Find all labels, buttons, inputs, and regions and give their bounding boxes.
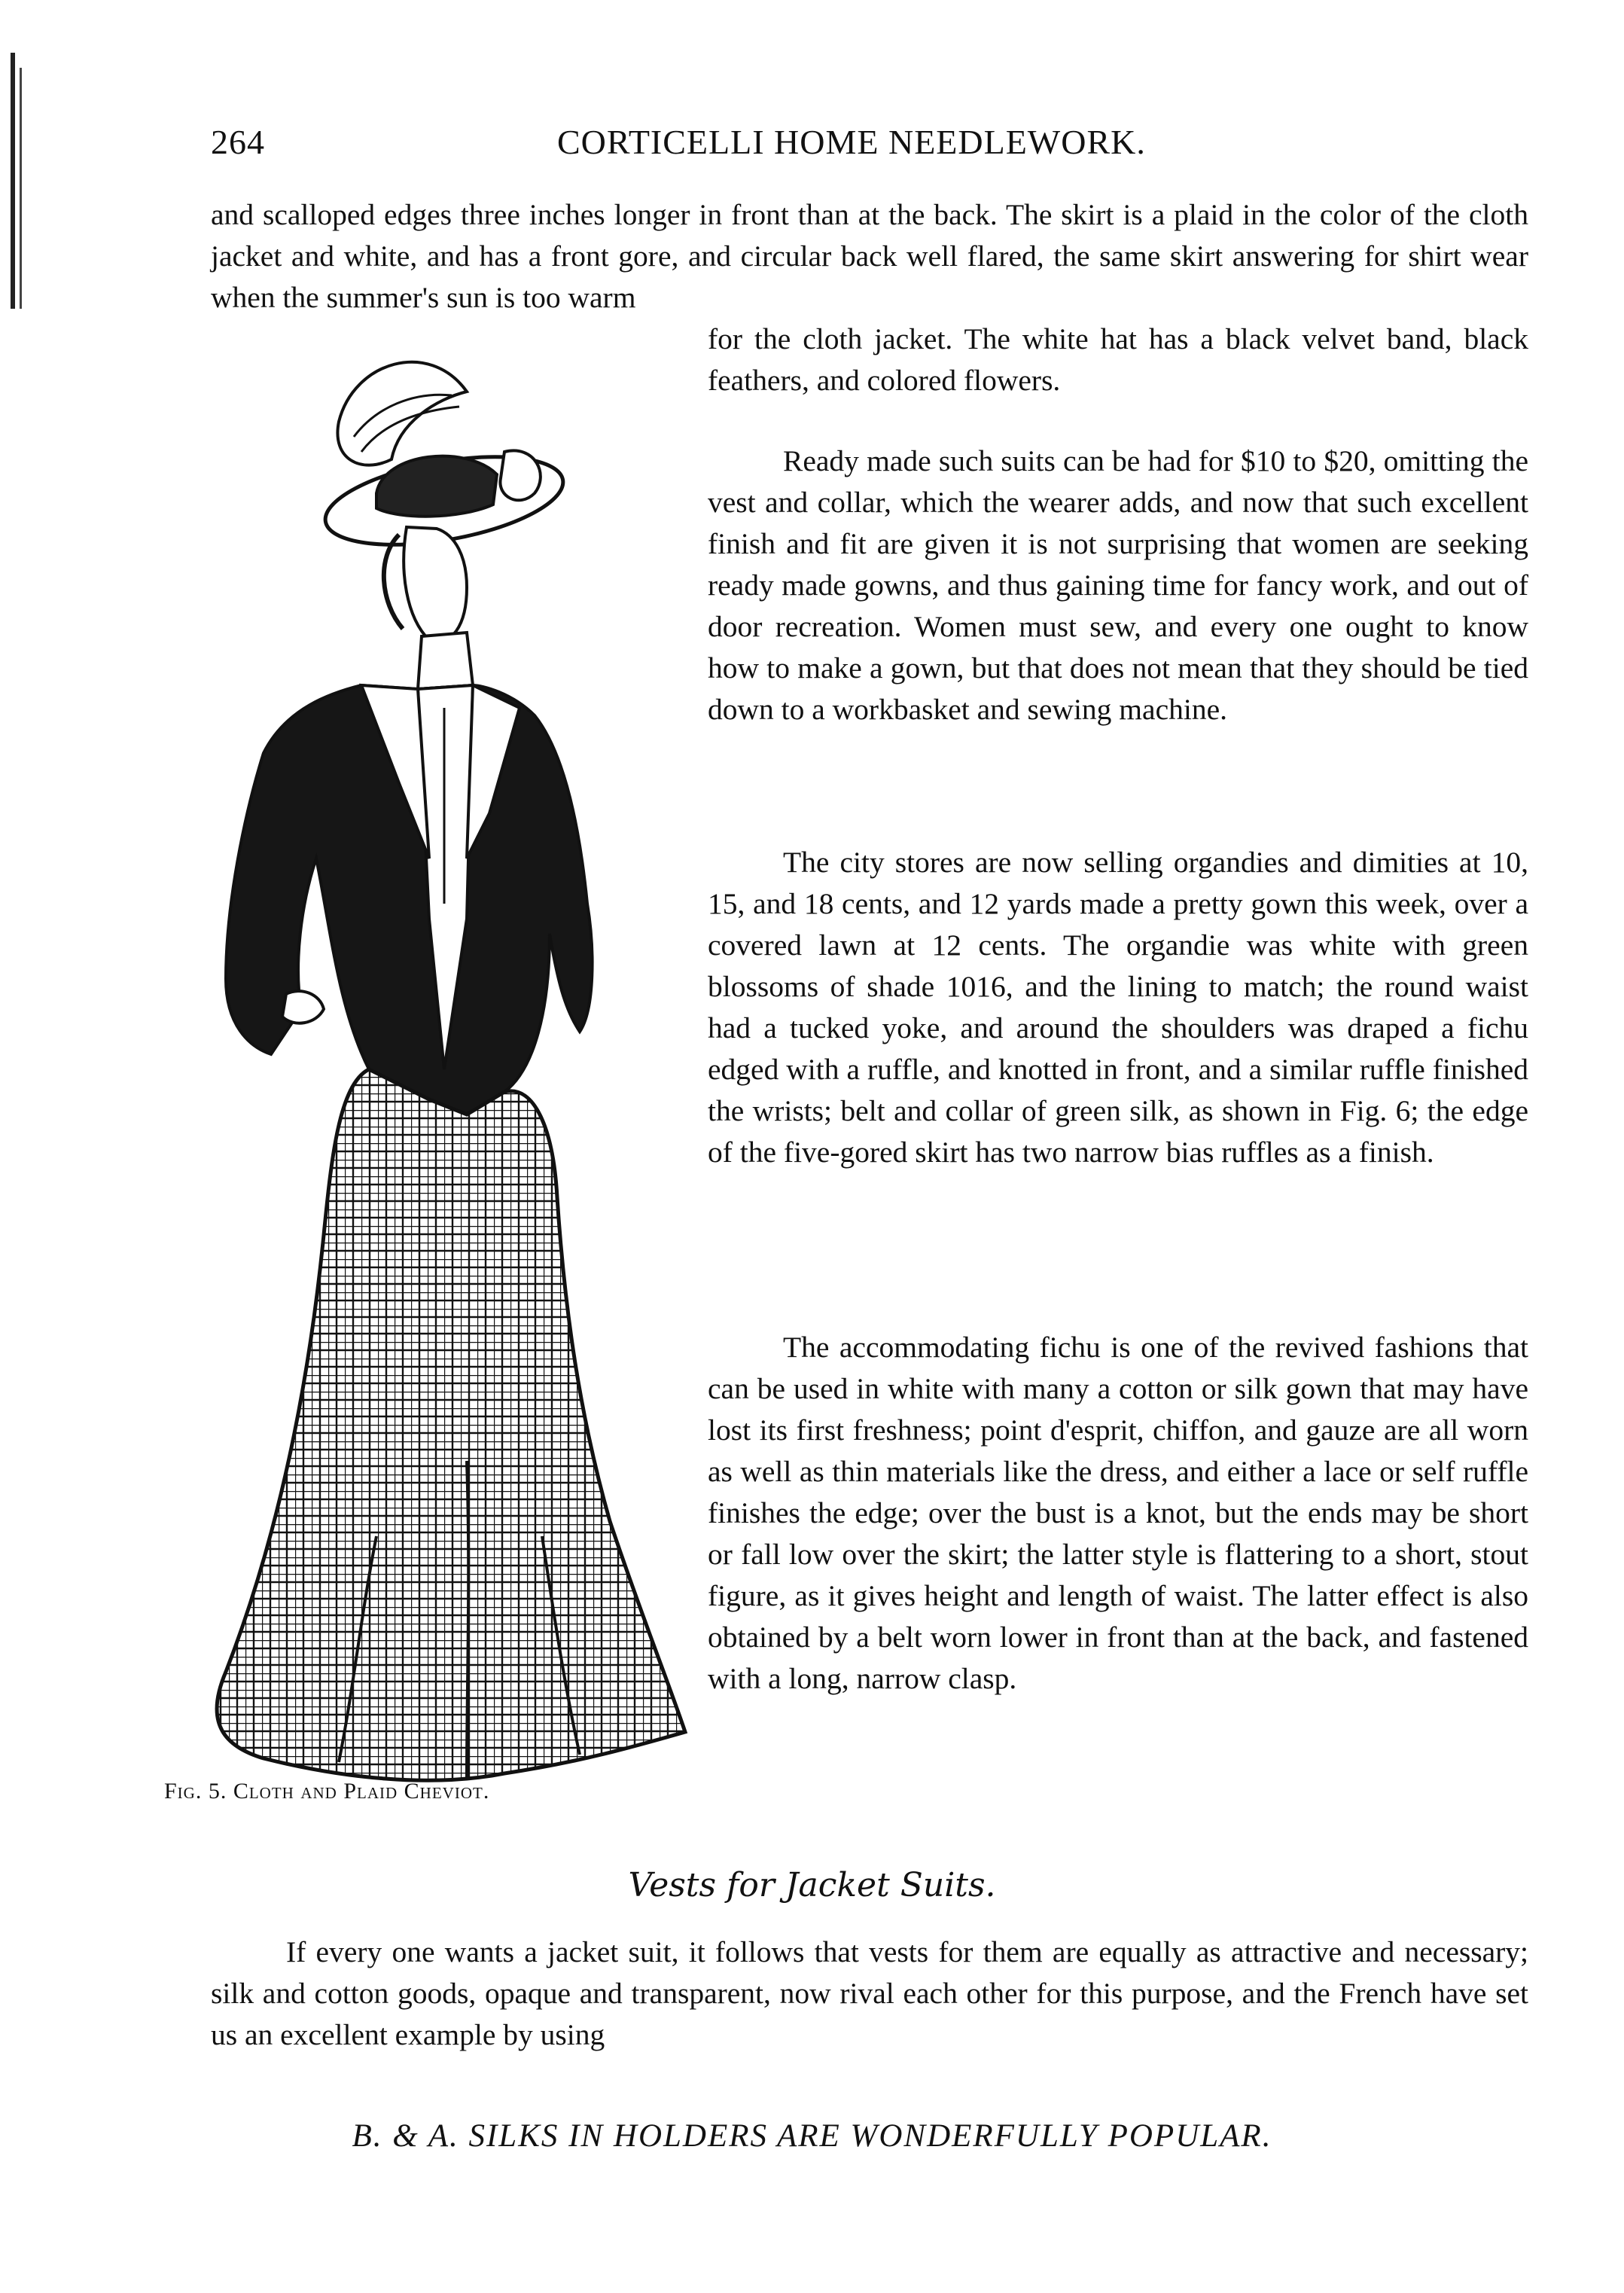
woman-in-jacket-suit-illustration — [113, 331, 708, 1837]
hat-feathers — [337, 362, 467, 465]
advertisement-banner: B. & A. SILKS IN HOLDERS ARE WONDERFULLY POPULAR. — [352, 2118, 1272, 2154]
hand — [282, 991, 324, 1023]
paragraph-text: The city stores are now selling organdies and dimities at 10, 15, and 18 cents, and 12 yards made a pretty gown this week, over a covered lawn at 12 cents. The organdie was white with green blossoms of shade 1016, and the lining to match; the round waist had a tucked yoke, and around the shoulders was draped a fichu edged with a ruffle, and knotted in front, and a similar ruffle finished the wrists; belt and collar of green silk, as shown in Fig. 6; the edge of the five-gored skirt has two narrow bias ruffles as a finish. — [708, 846, 1528, 1169]
collar — [418, 633, 473, 689]
hat-crown — [376, 456, 497, 517]
paragraph-city-stores — [708, 842, 1528, 1173]
section-heading: Vests for Jacket Suits. — [628, 1866, 996, 1904]
paragraph-ready-made — [708, 441, 1528, 730]
head — [404, 527, 467, 642]
page-number: 264 — [211, 123, 265, 161]
hat-flowers — [500, 450, 540, 500]
paragraph-fichu — [708, 1327, 1528, 1700]
intro-continuation: for the cloth jacket. The white hat has a black velvet band, black feathers, and colored flowers. — [708, 322, 1528, 397]
binding-edge — [11, 53, 15, 309]
closing-paragraph — [211, 1932, 1528, 2056]
figure-caption: Fig. 5. Cloth and Plaid Cheviot. — [164, 1779, 490, 1804]
paragraph-text: The accommodating fichu is one of the revived fashions that can be used in white with many a cotton or silk gown that may have lost its first freshness; point d'esprit, chiffon, and gauze are all worn as well as thin materials like the dress, and either a lace or self ruffle finishes the edge; over the bust is a knot, but the ends may be short or fall low over the skirt; the latter style is flattering to a short, stout figure, as it gives height and length of waist. The latter effect is also obtained by a belt worn lower in front than at the back, and fastened with a long, narrow clasp. — [708, 1331, 1528, 1695]
plaid-skirt — [217, 1069, 685, 1780]
page-header — [211, 122, 1536, 167]
intro-paragraph: and scalloped edges three inches longer in front than at the back. The skirt is a plaid in the color of the cloth jacket and white, and has a front gore, and circular back well flared, the same skirt answering for shirt wear when the summer's sun is too warm — [211, 198, 1528, 314]
paragraph-text: If every one wants a jacket suit, it follows that vests for them are equally as attractive and necessary; silk and cotton goods, opaque and transparent, now rival each other for this purpose, and the French have set us an excellent example by using — [211, 1935, 1528, 2051]
binding-edge-inner — [20, 68, 22, 309]
paragraph-text: Ready made such suits can be had for $10 to $20, omitting the vest and collar, which the wearer adds, and now that such excellent finish and fit are given it is not surprising that women are seeking ready made gowns, and thus gaining time for fancy work, and out of door recreation. Women must sew, and every one ought to know how to make a gown, but that does not mean that they should be tied down to a workbasket and sewing machine. — [708, 444, 1528, 726]
running-title: CORTICELLI HOME NEEDLEWORK. — [557, 123, 1146, 161]
